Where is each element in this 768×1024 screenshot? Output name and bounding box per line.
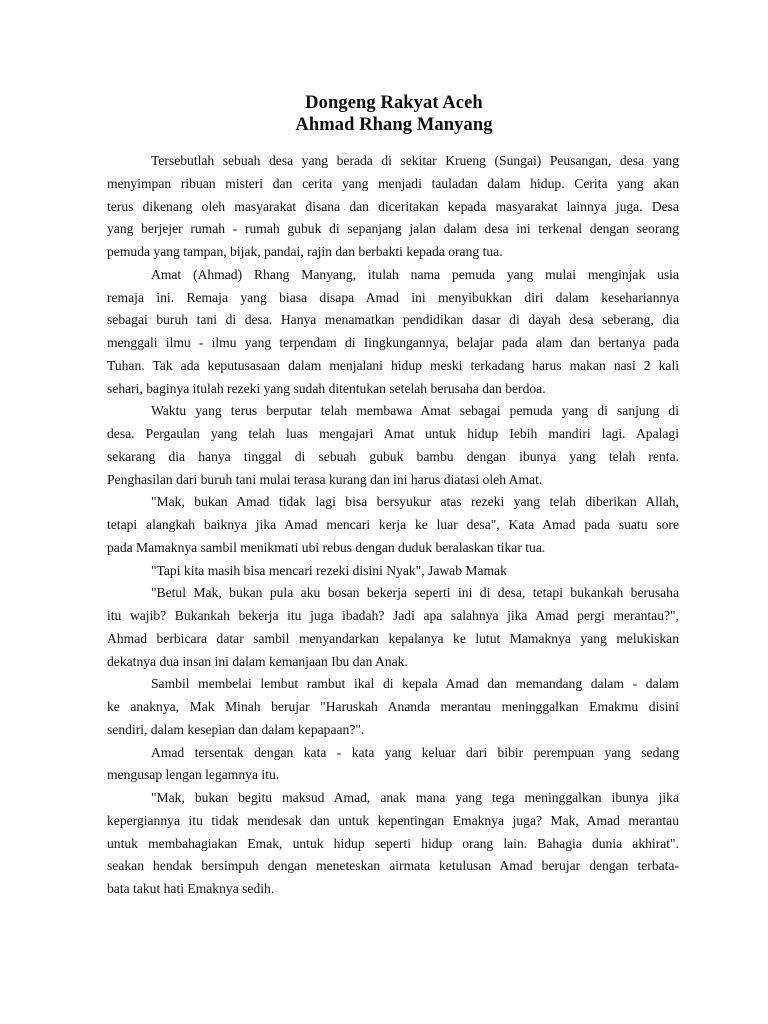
- paragraph-line: desa. Pergaulan yang telah luas mengajari Amat untuk hidup Iebih mandiri lagi. Apalagi: [107, 426, 679, 441]
- paragraph-line: pemuda yang tampan, bijak, pandai, rajin dan berbakti kepada orang tua.: [107, 244, 503, 259]
- paragraph-line: Waktu yang terus berputar telah membawa Amat sebagai pemuda yang di sanjung di: [151, 403, 679, 419]
- paragraph-line: terus dikenang oleh masyarakat disana dan diceritakan kepada masyarakat lainnya juga. Desa: [107, 198, 679, 214]
- paragraph-line: sekarang dia hanya tinggal di sebuah gubuk bambu dengan ibunya yang telah renta.: [107, 448, 679, 464]
- paragraph-line: sehari, baginya itulah rezeki yang sudah ditentukan setelah berusaha dan berdoa.: [107, 380, 546, 396]
- paragraph-line: "Tapi kita masih bisa mencari rezeki disini Nyak", Jawab Mamak: [151, 562, 507, 578]
- paragraph-line: "Mak, bukan begitu maksud Amad, anak mana yang tega meninggalkan ibunya jika: [151, 790, 679, 805]
- paragraph: [107, 491, 679, 559]
- paragraph-line: kepergiannya itu tidak mendesak dan untuk kepentingan Emaknya juga? Mak, Amad merantau: [107, 812, 679, 828]
- paragraph-line: yang berjejer rumah - rumah gubuk di sepanjang jalan dalam desa ini terkenal dengan seorang: [107, 221, 679, 237]
- paragraph-line: menyimpan ribuan misteri dan cerita yang menjadi tauladan dalam hidup. Cerita yang akan: [107, 175, 679, 191]
- paragraph-line: seakan hendak bersimpuh dengan meneteskan airmata ketulusan Amad berujar dengan terbata-: [107, 858, 679, 874]
- paragraph-line: itu wajib? Bukankah bekerja itu juga ibadah? Jadi apa salahnya jika Amad pergi merantau?",: [107, 608, 679, 623]
- paragraph-line: "Mak, bukan Amad tidak lagi bisa bersyukur atas rezeki yang telah diberikan Allah,: [151, 494, 679, 510]
- paragraph-line: remaja ini. Remaja yang biasa disapa Amad ini menyibukkan diri dalam kesehariannya: [107, 289, 679, 305]
- title-line-1: Dongeng Rakyat Aceh: [305, 93, 483, 113]
- paragraph-line: Amat (Ahmad) Rhang Manyang, itulah nama pemuda yang mulai menginjak usia: [151, 266, 679, 282]
- paragraph: [107, 150, 679, 264]
- paragraph-line: pada Mamaknya sambil menikmati ubi rebus dengan duduk beralaskan tikar tua.: [107, 539, 546, 555]
- document-body: [107, 150, 679, 901]
- paragraph-line: mengusap lengan legamnya itu.: [107, 767, 280, 783]
- paragraph-line: sendiri, dalam kesepian dan dalam kepapaan?".: [107, 721, 365, 737]
- paragraph: [107, 787, 679, 901]
- paragraph-line: "Betul Mak, bukan pula aku bosan bekerja seperti ini di desa, tetapi bukankah berusaha: [151, 585, 679, 601]
- paragraph-line: Penghasilan dari buruh tani mulai terasa kurang dan ini harus diatasi oleh Amat.: [107, 471, 543, 487]
- paragraph-line: bata takut hati Emaknya sedih.: [107, 881, 275, 896]
- paragraph-line: untuk membahagiakan Emak, untuk hidup seperti hidup orang lain. Bahagia dunia akhirat".: [107, 835, 679, 851]
- paragraph-line: sebagai buruh tani di desa. Hanya menamatkan pendidikan dasar di dayah desa seberang, dia: [107, 312, 679, 328]
- paragraph-line: Amad tersentak dengan kata - kata yang keluar dari bibir perempuan yang sedang: [151, 744, 679, 760]
- paragraph: [107, 673, 679, 741]
- paragraph: [107, 264, 679, 401]
- paragraph-line: Ahmad berbicara datar sambil menyandarkan kepalanya ke lutut Mamaknya yang melukiskan: [107, 630, 679, 646]
- paragraph: [107, 560, 679, 583]
- paragraph: [107, 742, 679, 788]
- paragraph-line: tetapi alangkah baiknya jika Amad mencari kerja ke luar desa", Kata Amad pada suatu sore: [107, 517, 679, 532]
- paragraph-line: Tuhan. Tak ada keputusasaan dalam menjalani hidup meski terkadang harus makan nasi 2 kali: [107, 357, 679, 373]
- paragraph-line: dekatnya dua insan ini dalam kemanjaan Ibu dan Anak.: [107, 653, 408, 669]
- paragraph-line: ke anaknya, Mak Minah berujar "Haruskah Ananda merantau meninggalkan Emakmu disini: [107, 699, 679, 714]
- paragraph-line: Tersebutlah sebuah desa yang berada di sekitar Krueng (Sungai) Peusangan, desa yang: [151, 153, 679, 168]
- paragraph: [107, 582, 679, 673]
- document-title: [0, 92, 768, 136]
- title-line-2: Ahmad Rhang Manyang: [295, 115, 493, 135]
- paragraph-line: Sambil membelai lembut rambut ikal di kepala Amad dan memandang dalam - dalam: [151, 676, 679, 692]
- paragraph-line: menggali ilmu - ilmu yang terpendam di Iingkungannya, belajar pada alam dan bertanya pada: [107, 335, 679, 350]
- paragraph: [107, 400, 679, 491]
